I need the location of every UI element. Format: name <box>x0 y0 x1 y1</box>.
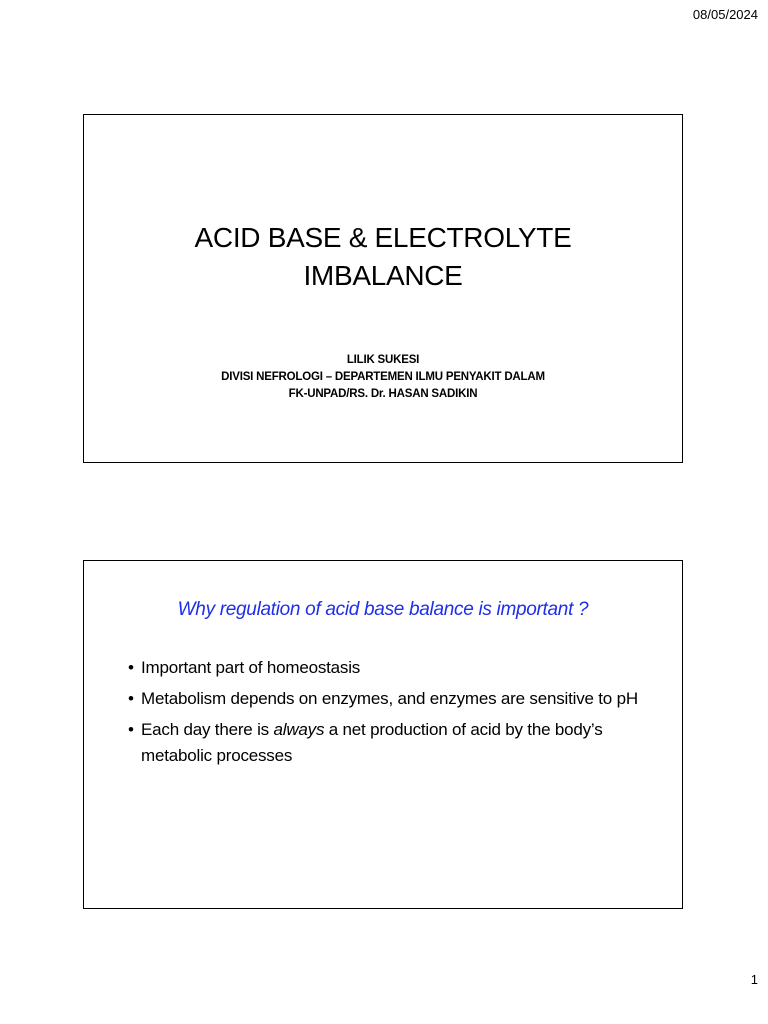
bullet-text-end: a net production of acid by the body’s metabolic processes <box>141 720 603 765</box>
bullet-text: Metabolism depends on enzymes, and enzymes are sensitive to pH <box>141 689 638 708</box>
content-slide-title: Why regulation of acid base balance is important ? <box>177 599 589 620</box>
bullet-item <box>128 717 652 769</box>
bullet-list <box>128 655 652 774</box>
title-slide <box>83 114 683 463</box>
author-institution: FK-UNPAD/RS. Dr. HASAN SADIKIN <box>288 388 478 400</box>
bullet-emphasis: always <box>273 720 325 739</box>
page-number: 1 <box>750 972 758 987</box>
author-division: DIVISI NEFROLOGI – DEPARTEMEN ILMU PENYAKIT DALAM <box>221 371 545 383</box>
header-date: 08/05/2024 <box>692 7 758 22</box>
slide-title <box>84 219 682 295</box>
author-name: LILIK SUKESI <box>346 354 420 366</box>
bullet-item <box>128 655 652 681</box>
slide-title-line-2: IMBALANCE <box>303 260 463 291</box>
author-block <box>84 352 682 403</box>
bullet-text: Important part of homeostasis <box>141 658 361 677</box>
slide-title-line-1: ACID BASE & ELECTROLYTE <box>194 222 572 253</box>
bullet-item <box>128 686 652 712</box>
content-slide <box>83 560 683 909</box>
bullet-text-start: Each day there is <box>141 720 274 739</box>
